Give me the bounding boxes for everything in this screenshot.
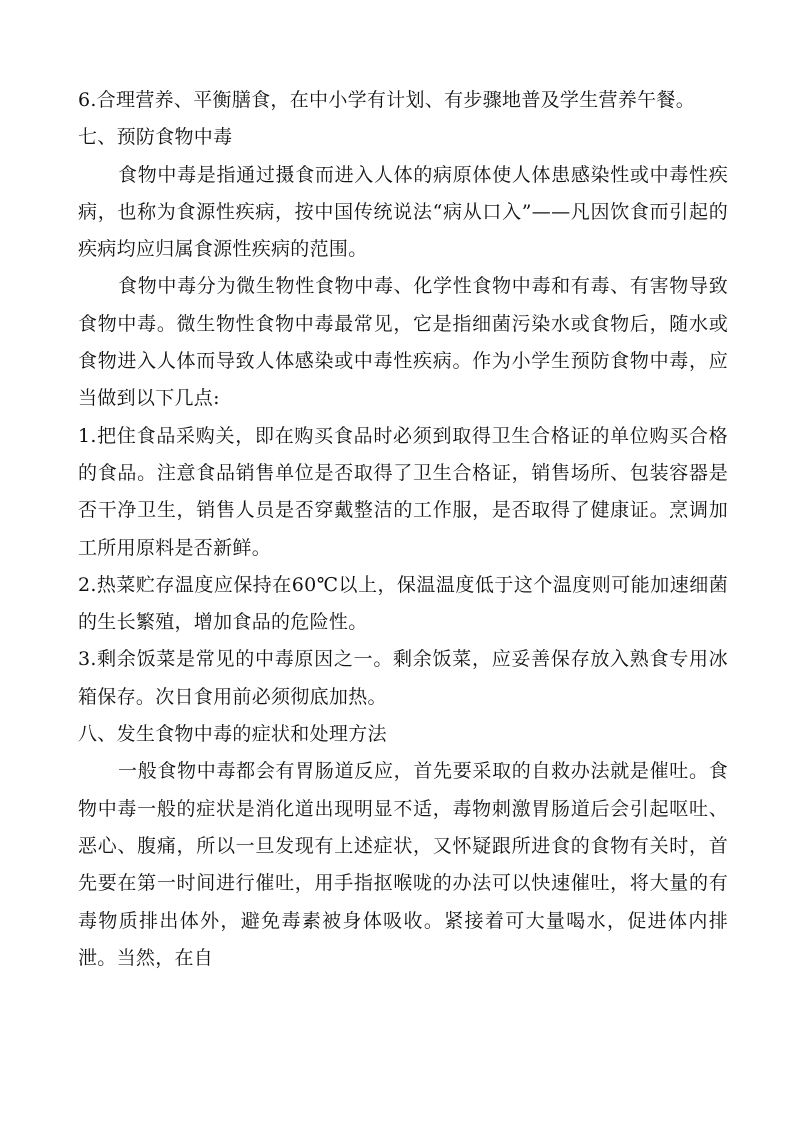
paragraph-item-3-leftovers: 3.剩余饭菜是常见的中毒原因之一。剩余饭菜，应妥善保存放入熟食专用冰箱保存。次日食用前必须彻底加热。 [78,648,728,708]
paragraph-food-poisoning-types: 食物中毒分为微生物性食物中毒、化学性食物中毒和有毒、有害物导致食物中毒。微生物性食物中毒最常见，它是指细菌污染水或食物后，随水或食物进入人体而导致人体感染或中毒性疾病。作为小学生预防食物中毒，应当做到以下几点: [78,275,728,410]
section-heading-food-poisoning-prevention: 七、预防食物中毒 [78,126,233,149]
document-body [78,82,728,977]
paragraph-symptoms-treatment: 一般食物中毒都会有胃肠道反应，首先要采取的自救办法就是催吐。食物中毒一般的症状是消化道出现明显不适，毒物刺激胃肠道后会引起呕吐、恶心、腹痛，所以一旦发现有上述症状，又怀疑跟所进食的食物有关时，首先要在第一时间进行催吐，用手指抠喉咙的办法可以快速催吐，将大量的有毒物质排出体外，避免毒素被身体吸收。紧接着可大量喝水，促进体内排泄。当然，在自 [78,760,728,969]
paragraph-food-poisoning-definition: 食物中毒是指通过摄食而进入人体的病原体使人体患感染性或中毒性疾病，也称为食源性疾病，按中国传统说法“病从口入”——凡因饮食而引起的疾病均应归属食源性疾病的范围。 [78,163,728,261]
paragraph-item-2-storage-temperature: 2.热菜贮存温度应保持在60℃以上，保温温度低于这个温度则可能加速细菌的生长繁殖，增加食品的危险性。 [78,573,728,634]
section-heading-symptoms-treatment: 八、发生食物中毒的症状和处理方法 [78,723,387,746]
paragraph-item-1-purchasing: 1.把住食品采购关，即在购买食品时必须到取得卫生合格证的单位购买合格的食品。注意食品销售单位是否取得了卫生合格证，销售场所、包装容器是否干净卫生，销售人员是否穿戴整洁的工作服，是否取得了健康证。烹调加工所用原料是否新鲜。 [78,424,728,559]
paragraph-item-6-nutrition: 6.合理营养、平衡膳食，在中小学有计划、有步骤地普及学生营养午餐。 [78,89,696,111]
